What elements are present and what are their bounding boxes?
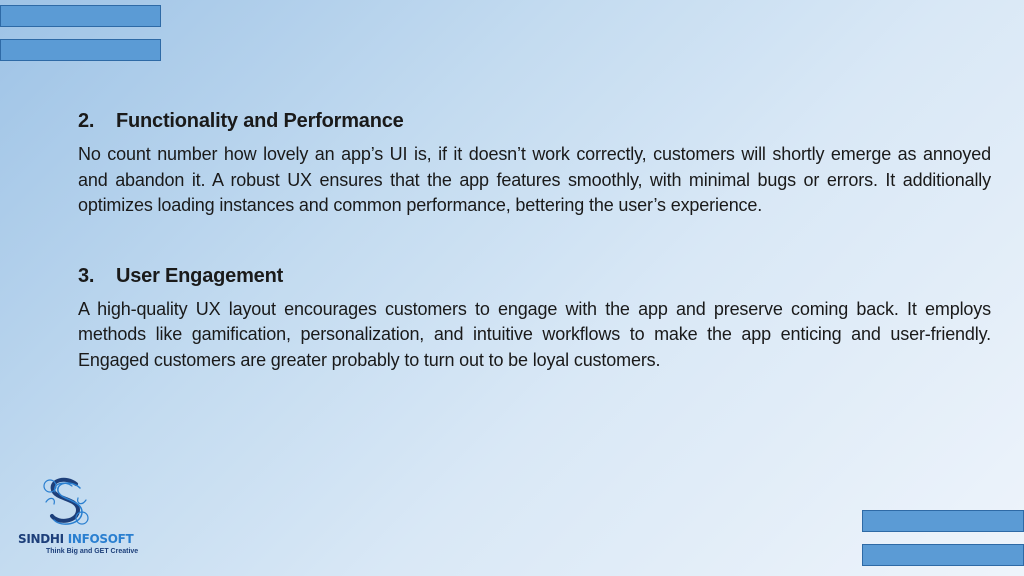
- decorative-bar-top-left-2: [0, 39, 161, 61]
- decorative-bar-bottom-right-1: [862, 510, 1024, 532]
- company-logo: [18, 474, 139, 560]
- section-title: Functionality and Performance: [116, 110, 404, 132]
- section-heading: [78, 263, 991, 289]
- slide-content: [78, 108, 991, 373]
- section-heading: [78, 108, 991, 134]
- section-title: User Engagement: [116, 264, 284, 287]
- logo-tagline: Think Big and GET Creative: [46, 548, 139, 555]
- logo-wordmark-part1: SINDHI: [18, 532, 68, 546]
- section-number: 3.: [78, 264, 95, 287]
- decorative-bar-bottom-right-2: [862, 544, 1024, 566]
- section-functionality: [78, 108, 991, 219]
- logo-wordmark-part2: INFOSOFT: [67, 532, 134, 546]
- section-engagement: [78, 263, 991, 374]
- decorative-bar-top-left-1: [0, 5, 161, 27]
- section-body: A high-quality UX layout encourages customers to engage with the app and preserve coming back. It employs methods like gamification, personalization, and intuitive workflows to make the app enticing and user-friendly. Engaged customers are greater probably to turn out to be loyal customers.: [78, 298, 991, 370]
- section-number: 2.: [78, 110, 95, 132]
- logo-wordmark: [18, 532, 134, 546]
- section-body: No count number how lovely an app’s UI is, if it doesn’t work correctly, customers will shortly emerge as annoyed and abandon it. A robust UX ensures that the app features smoothly, with minimal bugs or errors. It additionally optimizes loading instances and common performance, bettering the user’s experience.: [78, 144, 991, 215]
- swirl-s-logo-icon: [36, 474, 96, 530]
